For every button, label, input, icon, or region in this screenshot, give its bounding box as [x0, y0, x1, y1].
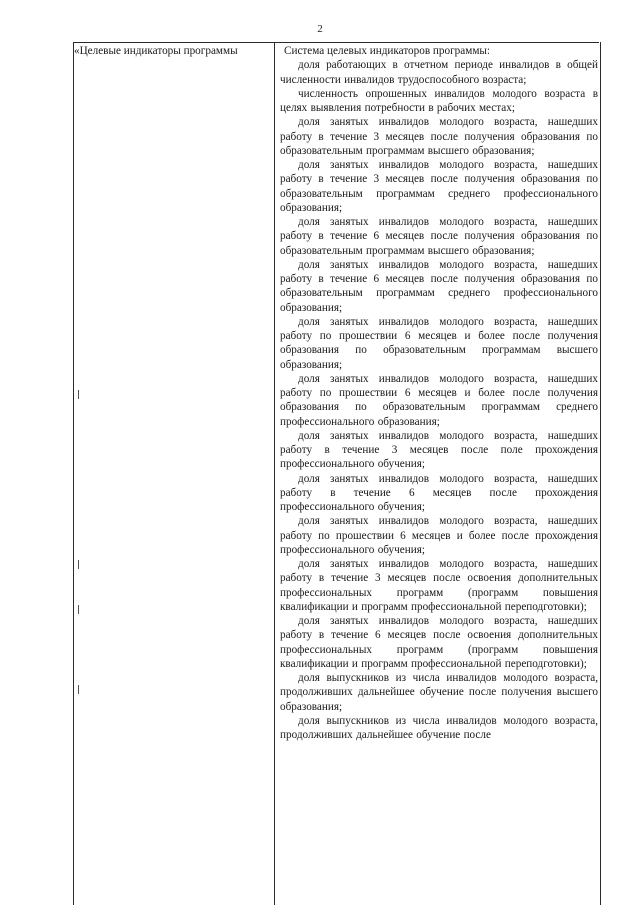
- table-top-border: [74, 42, 599, 43]
- scan-mark: [78, 390, 79, 399]
- scan-mark: [78, 685, 79, 694]
- indicator-item: доля занятых инвалидов молодого возраста, нашедших работу по прошествии 6 месяцев и более после получения образования по образовательным программам высшего образования;: [280, 315, 598, 371]
- table-left-border: [73, 42, 74, 905]
- indicators-content: [280, 44, 598, 742]
- indicator-item: доля занятых инвалидов молодого возраста, нашедших работу в течение 6 месяцев после освоения дополнительных профессиональных программ (программ повышения квалификации и программ профессиональной переподготовки);: [280, 615, 598, 670]
- indicator-item: численность опрошенных инвалидов молодого возраста в целях выявления потребности в рабочих местах;: [280, 87, 598, 114]
- indicator-item: доля занятых инвалидов молодого возраста, нашедших работу в течение 3 месяцев после получения образования по образовательным программам среднего профессионального образования;: [280, 159, 598, 214]
- scan-mark: [78, 605, 79, 614]
- indicator-item: доля работающих в отчетном периоде инвалидов в общей численности инвалидов трудоспособного возраста;: [280, 59, 598, 86]
- table-right-border: [600, 42, 601, 905]
- indicator-item: доля занятых инвалидов молодого возраста, нашедших работу в течение 3 месяцев после освоения дополнительных профессиональных программ (программ повышения квалификации и программ профессиональной переподготовки);: [280, 558, 598, 613]
- indicator-item: доля занятых инвалидов молодого возраста, нашедших работу в течение 6 месяцев после получения образования по образовательным программам среднего профессионального образования;: [280, 258, 598, 314]
- page-number: 2: [317, 23, 323, 35]
- indicator-item: доля занятых инвалидов молодого возраста, нашедших работу по прошествии 6 месяцев и более после прохождения профессионального обучения;: [280, 515, 598, 556]
- indicator-item: доля занятых инвалидов молодого возраста, нашедших работу в течение 6 месяцев после получения образования по образовательным программам высшего образования;: [280, 216, 598, 257]
- indicators-title: Система целевых индикаторов программы:: [284, 45, 491, 57]
- indicator-item: доля выпускников из числа инвалидов молодого возраста, продолживших дальнейшее обучение после: [280, 714, 598, 741]
- indicators-label: «Целевые индикаторы программы: [74, 45, 238, 57]
- indicator-item: доля занятых инвалидов молодого возраста, нашедших работу в течение 3 месяцев после получения образования по образовательным программам высшего образования;: [280, 116, 598, 157]
- table-column-divider: [274, 42, 275, 905]
- indicator-item: доля выпускников из числа инвалидов молодого возраста, продолживших дальнейшее обучение после получения высшего образования;: [280, 672, 598, 713]
- indicator-item: доля занятых инвалидов молодого возраста, нашедших работу в течение 6 месяцев после прохождения профессионального обучения;: [280, 472, 598, 513]
- indicator-item: доля занятых инвалидов молодого возраста, нашедших работу по прошествии 6 месяцев и более после получения образования по образовательным программам среднего профессионального образования;: [280, 372, 598, 428]
- scan-mark: [78, 560, 79, 569]
- indicator-item: доля занятых инвалидов молодого возраста, нашедших работу в течение 3 месяцев после поле прохождения профессионального обучения;: [280, 429, 598, 471]
